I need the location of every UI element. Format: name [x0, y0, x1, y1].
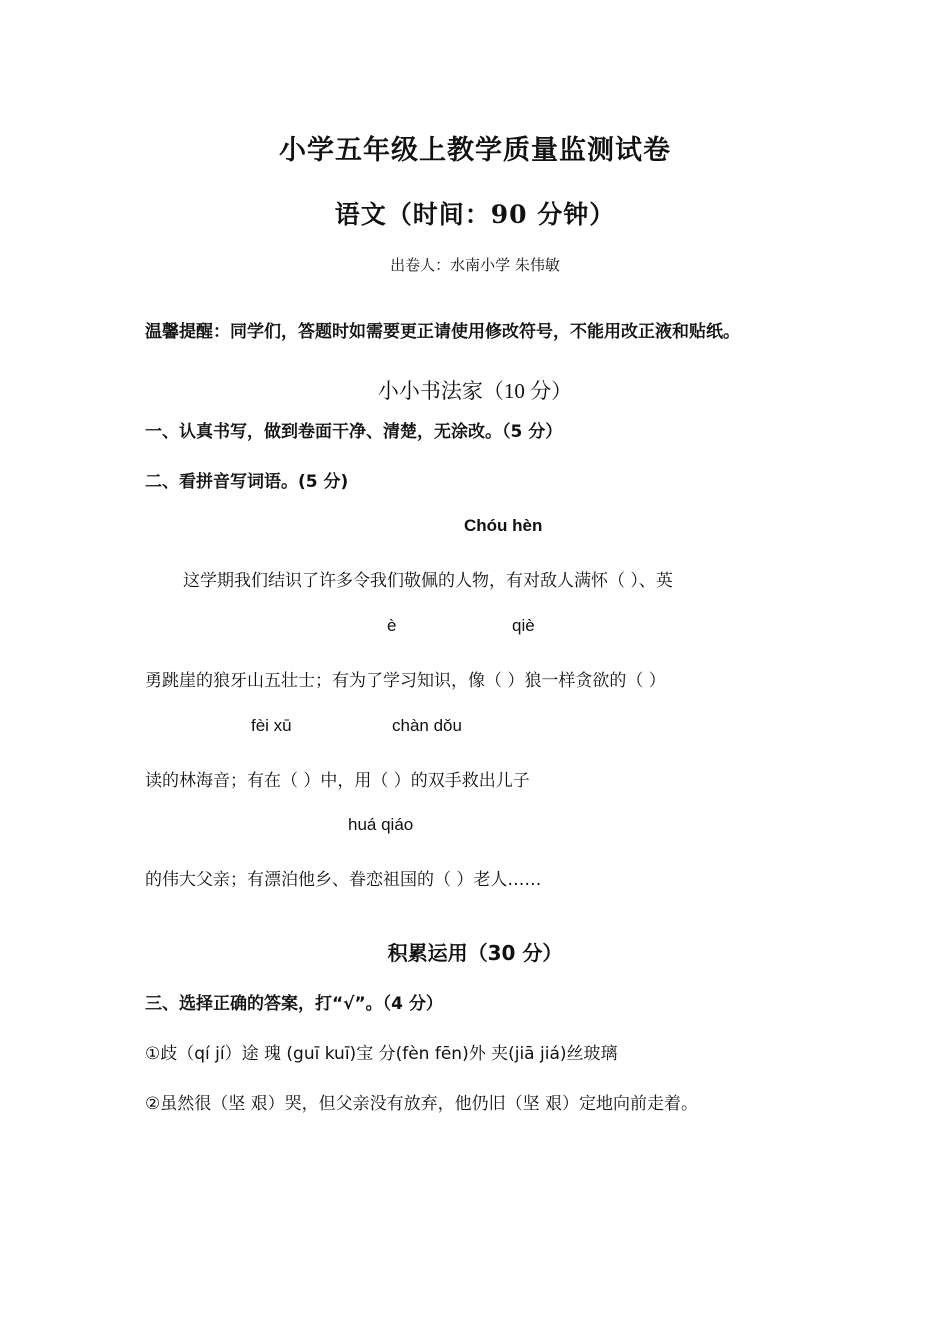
question-1: 一、认真书写，做到卷面干净、清楚，无涂改。（5 分）: [145, 422, 563, 442]
section-heading-accumulation: 积累运用（30 分）: [387, 941, 563, 965]
exam-subtitle: 语文（时间：90 分钟）: [334, 200, 616, 229]
exam-title: 小学五年级上教学质量监测试卷: [279, 135, 671, 166]
question-3-item-2: ②虽然很（坚 艰）哭，但父亲没有放弃，他仍旧（坚 艰）定地向前走着。: [145, 1094, 699, 1114]
passage-line-1: 这学期我们结识了许多令我们敬佩的人物，有对敌人满怀（ ）、英: [183, 571, 673, 591]
warm-reminder: 温馨提醒：同学们，答题时如需要更正请使用修改符号，不能用改正液和贴纸。: [145, 322, 740, 342]
section-heading-calligraphy: 小小书法家（10 分）: [377, 379, 573, 403]
passage-line-4: 的伟大父亲；有漂泊他乡、眷恋祖国的（ ）老人……: [145, 870, 542, 890]
passage-line-2: 勇跳崖的狼牙山五壮士；有为了学习知识，像（ ）狼一样贪欲的（ ）: [145, 671, 666, 691]
pinyin-2b: qiè: [512, 616, 535, 635]
pinyin-2a: è: [387, 616, 397, 635]
pinyin-1: Chóu hèn: [464, 516, 543, 535]
question-2: 二、看拼音写词语。(5 分): [145, 472, 349, 492]
pinyin-3a: fèi xū: [251, 716, 292, 735]
question-3-item-1: ①歧（qí jí）途 瑰 (guī kuī)宝 分(fèn fēn)外 夹(jiā jiá)丝玻璃: [145, 1044, 618, 1064]
pinyin-4: huá qiáo: [348, 815, 414, 834]
author-line: 出卷人：水南小学 朱伟敏: [390, 256, 560, 274]
passage-line-3: 读的林海音；有在（ ）中，用（ ）的双手救出儿子: [145, 771, 530, 791]
question-3: 三、选择正确的答案，打“√”。（4 分）: [145, 994, 443, 1014]
pinyin-3b: chàn dǒu: [392, 716, 462, 735]
